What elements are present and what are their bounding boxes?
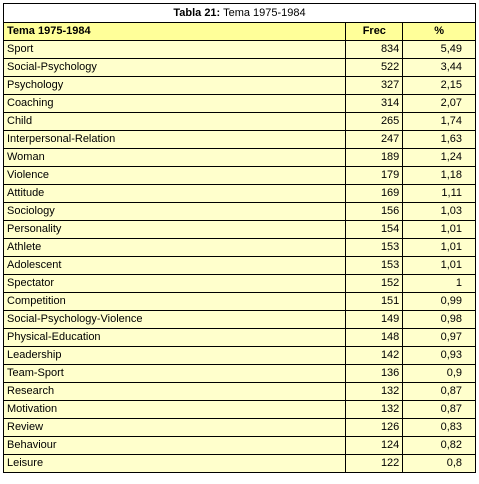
cell-pct: 2,15 — [403, 77, 476, 95]
cell-frec: 126 — [346, 419, 403, 437]
cell-theme: Physical-Education — [4, 329, 346, 347]
cell-pct: 1,74 — [403, 113, 476, 131]
cell-theme: Personality — [4, 221, 346, 239]
table-caption-row — [4, 4, 476, 23]
cell-pct: 5,49 — [403, 41, 476, 59]
cell-frec: 152 — [346, 275, 403, 293]
cell-theme: Review — [4, 419, 346, 437]
cell-frec: 149 — [346, 311, 403, 329]
cell-pct: 0,97 — [403, 329, 476, 347]
cell-frec: 148 — [346, 329, 403, 347]
table-row — [4, 275, 476, 293]
table-row — [4, 419, 476, 437]
cell-theme: Motivation — [4, 401, 346, 419]
cell-theme: Behaviour — [4, 437, 346, 455]
cell-frec: 124 — [346, 437, 403, 455]
cell-theme: Psychology — [4, 77, 346, 95]
table-row — [4, 311, 476, 329]
table-row — [4, 329, 476, 347]
cell-theme: Social-Psychology-Violence — [4, 311, 346, 329]
table-header-row — [4, 23, 476, 41]
header-frec: Frec — [346, 23, 403, 41]
cell-frec: 142 — [346, 347, 403, 365]
cell-theme: Team-Sport — [4, 365, 346, 383]
cell-frec: 122 — [346, 455, 403, 473]
cell-pct: 1,18 — [403, 167, 476, 185]
table-row — [4, 167, 476, 185]
cell-frec: 151 — [346, 293, 403, 311]
table-caption-title: Tema 1975-1984 — [223, 7, 306, 19]
cell-pct: 0,82 — [403, 437, 476, 455]
table-row — [4, 365, 476, 383]
cell-theme: Leisure — [4, 455, 346, 473]
cell-theme: Research — [4, 383, 346, 401]
cell-frec: 169 — [346, 185, 403, 203]
cell-frec: 132 — [346, 401, 403, 419]
table-row — [4, 113, 476, 131]
table-row — [4, 383, 476, 401]
cell-theme: Sport — [4, 41, 346, 59]
cell-theme: Violence — [4, 167, 346, 185]
cell-pct: 0,93 — [403, 347, 476, 365]
cell-frec: 179 — [346, 167, 403, 185]
cell-pct: 0,99 — [403, 293, 476, 311]
cell-pct: 0,9 — [403, 365, 476, 383]
table-row — [4, 347, 476, 365]
cell-theme: Social-Psychology — [4, 59, 346, 77]
cell-pct: 1,01 — [403, 239, 476, 257]
cell-theme: Sociology — [4, 203, 346, 221]
cell-frec: 265 — [346, 113, 403, 131]
cell-theme: Competition — [4, 293, 346, 311]
table-row — [4, 221, 476, 239]
cell-frec: 189 — [346, 149, 403, 167]
table-row — [4, 257, 476, 275]
cell-frec: 154 — [346, 221, 403, 239]
cell-frec: 834 — [346, 41, 403, 59]
cell-theme: Spectator — [4, 275, 346, 293]
cell-frec: 132 — [346, 383, 403, 401]
cell-pct: 0,8 — [403, 455, 476, 473]
cell-pct: 1 — [403, 275, 476, 293]
table-row — [4, 401, 476, 419]
cell-frec: 522 — [346, 59, 403, 77]
cell-frec: 153 — [346, 257, 403, 275]
cell-pct: 3,44 — [403, 59, 476, 77]
table-row — [4, 185, 476, 203]
table-row — [4, 203, 476, 221]
table-row — [4, 41, 476, 59]
cell-theme: Athlete — [4, 239, 346, 257]
table-caption — [4, 4, 476, 23]
table-caption-label: Tabla 21: — [173, 7, 221, 19]
cell-frec: 314 — [346, 95, 403, 113]
table-row — [4, 59, 476, 77]
cell-theme: Woman — [4, 149, 346, 167]
cell-pct: 1,01 — [403, 221, 476, 239]
table-row — [4, 293, 476, 311]
cell-frec: 153 — [346, 239, 403, 257]
cell-frec: 247 — [346, 131, 403, 149]
cell-pct: 1,24 — [403, 149, 476, 167]
cell-pct: 1,63 — [403, 131, 476, 149]
cell-pct: 1,11 — [403, 185, 476, 203]
cell-pct: 1,03 — [403, 203, 476, 221]
cell-theme: Adolescent — [4, 257, 346, 275]
cell-pct: 2,07 — [403, 95, 476, 113]
cell-frec: 136 — [346, 365, 403, 383]
cell-pct: 0,87 — [403, 401, 476, 419]
cell-theme: Attitude — [4, 185, 346, 203]
cell-pct: 0,83 — [403, 419, 476, 437]
header-pct: % — [403, 23, 476, 41]
table-row — [4, 131, 476, 149]
cell-frec: 327 — [346, 77, 403, 95]
cell-pct: 0,98 — [403, 311, 476, 329]
cell-theme: Coaching — [4, 95, 346, 113]
table-row — [4, 239, 476, 257]
cell-pct: 0,87 — [403, 383, 476, 401]
theme-frequency-table — [3, 3, 476, 473]
cell-theme: Child — [4, 113, 346, 131]
table-row — [4, 437, 476, 455]
cell-frec: 156 — [346, 203, 403, 221]
table-row — [4, 149, 476, 167]
table-row — [4, 77, 476, 95]
header-theme: Tema 1975-1984 — [4, 23, 346, 41]
cell-pct: 1,01 — [403, 257, 476, 275]
table-row — [4, 95, 476, 113]
cell-theme: Interpersonal-Relation — [4, 131, 346, 149]
table-row — [4, 455, 476, 473]
cell-theme: Leadership — [4, 347, 346, 365]
